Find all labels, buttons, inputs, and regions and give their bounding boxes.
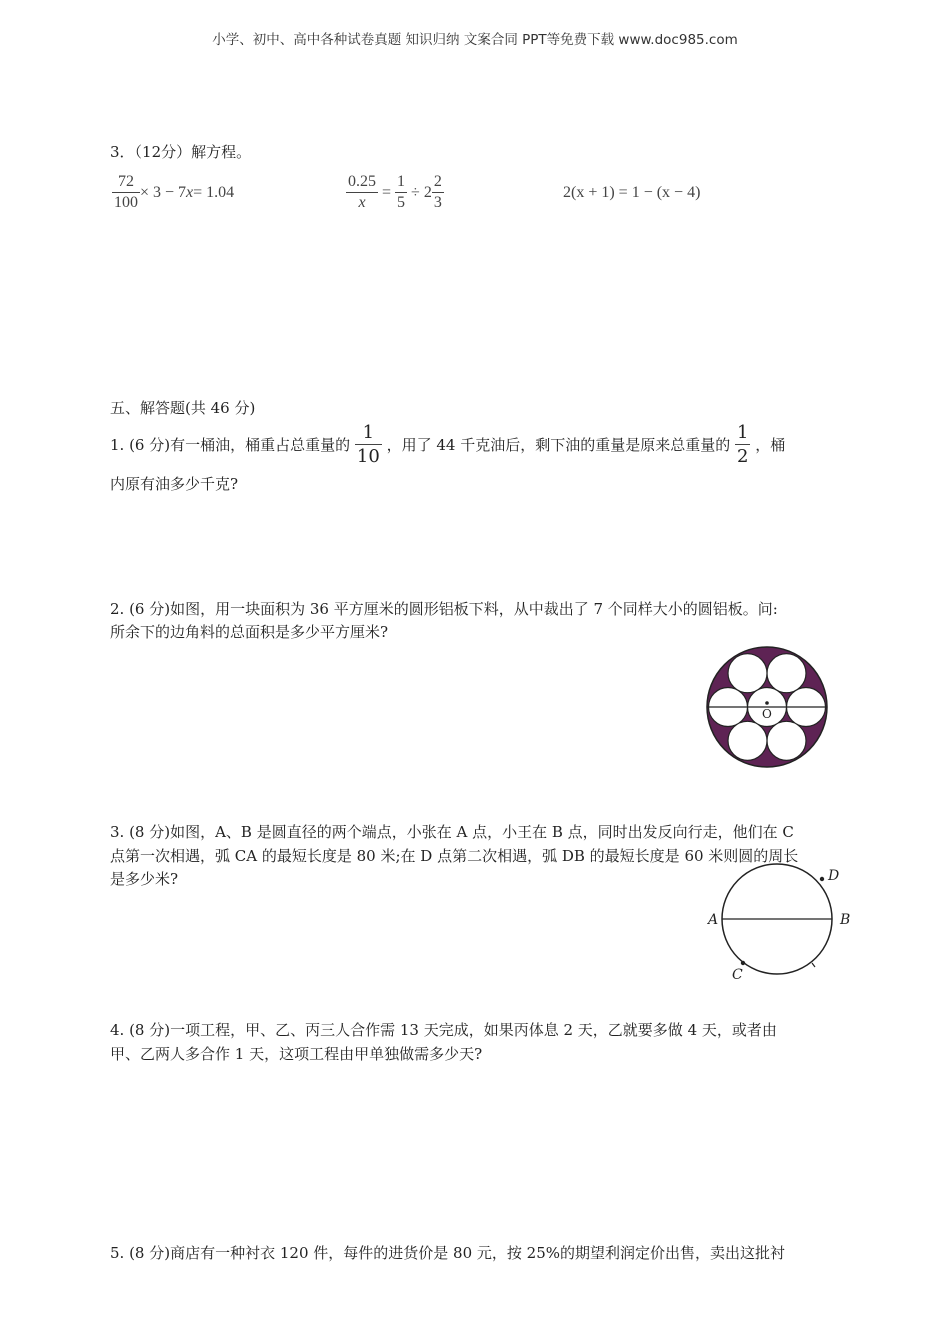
question-1-line-2: 内原有油多少千克? [110, 475, 239, 493]
small-circle-top-left [728, 654, 767, 693]
eq2-fraction-2: $\frac{1}{5}$ [397, 173, 406, 211]
label-a: A [708, 912, 719, 928]
q1-fraction-1: $\frac{1}{10}$ [356, 422, 380, 467]
question-4-line-2: 甲、乙两人多合作 1 天，这项工程由甲单独做需多少天? [110, 1045, 483, 1063]
section-3-title: 3．（12分）解方程。 [110, 143, 252, 161]
small-circle-bottom-left [728, 721, 767, 760]
point-d [820, 877, 824, 881]
section-5-title: 五、解答题(共 46 分) [110, 399, 256, 417]
question-5-line-1: 5. (8 分)商店有一种衬衣 120 件，每件的进货价是 80 元，按 25%的期望利润定价出售，卖出这批衬 [110, 1244, 785, 1262]
equation-2: $\frac{0.25}{x}$ = $\frac{1}{5}$ ÷ 2 $\frac{2}{3}$ [348, 173, 442, 211]
equation-3: 2(x + 1) = 1 − (x − 4) [563, 184, 701, 201]
center-point [765, 701, 769, 705]
question-4-line-1: 4. (8 分)一项工程，甲、乙、丙三人合作需 13 天完成，如果丙体息 2 天，乙就要多做 4 天，或者由 [110, 1021, 777, 1039]
point-c [741, 961, 745, 965]
label-c: C [732, 967, 743, 983]
equation-1: $\frac{72}{100}$ × 3 − 7x= 1.04 [114, 173, 235, 211]
q1-fraction-2: $\frac{1}{2}$ [737, 422, 749, 467]
small-circle-bottom-right [767, 721, 806, 760]
tick-mark [812, 963, 815, 967]
circle-cutting-figure [700, 641, 836, 773]
question-3-line-2: 点第一次相遇，弧 CA 的最短长度是 80 米;在 D 点第二次相遇，弧 DB 的最短长度是 60 米则圆的周长 [110, 847, 799, 865]
eq2-fraction-3: $\frac{2}{3}$ [433, 173, 442, 211]
eq1-fraction: $\frac{72}{100}$ [114, 173, 138, 211]
question-3-line-3: 是多少米? [110, 870, 179, 888]
label-b: B [840, 912, 851, 928]
question-3-line-1: 3. (8 分)如图，A、B 是圆直径的两个端点，小张在 A 点，小王在 B 点，同时出发反向行走，他们在 C [110, 823, 794, 841]
label-d: D [828, 868, 840, 884]
question-2-line-2: 所余下的边角料的总面积是多少平方厘米? [110, 623, 389, 641]
eq2-fraction-1: $\frac{0.25}{x}$ [348, 173, 376, 211]
page-header: 小学、初中、高中各种试卷真题 知识归纳 文案合同 PPT等免费下载 www.doc985.com [212, 32, 738, 48]
question-1-line-1: 1. (6 分)有一桶油，桶重占总重量的 $\frac{1}{10}$ ，用了 44 千克油后，剩下油的重量是原来总重量的 $\frac{1}{2}$ ，桶 [110, 422, 786, 467]
center-label: O [762, 707, 772, 721]
circle-ab-figure [700, 852, 860, 984]
question-2-line-1: 2. (6 分)如图，用一块面积为 36 平方厘米的圆形铝板下料，从中裁出了 7 个同样大小的圆铝板。问: [110, 600, 778, 618]
small-circle-top-right [767, 654, 806, 693]
